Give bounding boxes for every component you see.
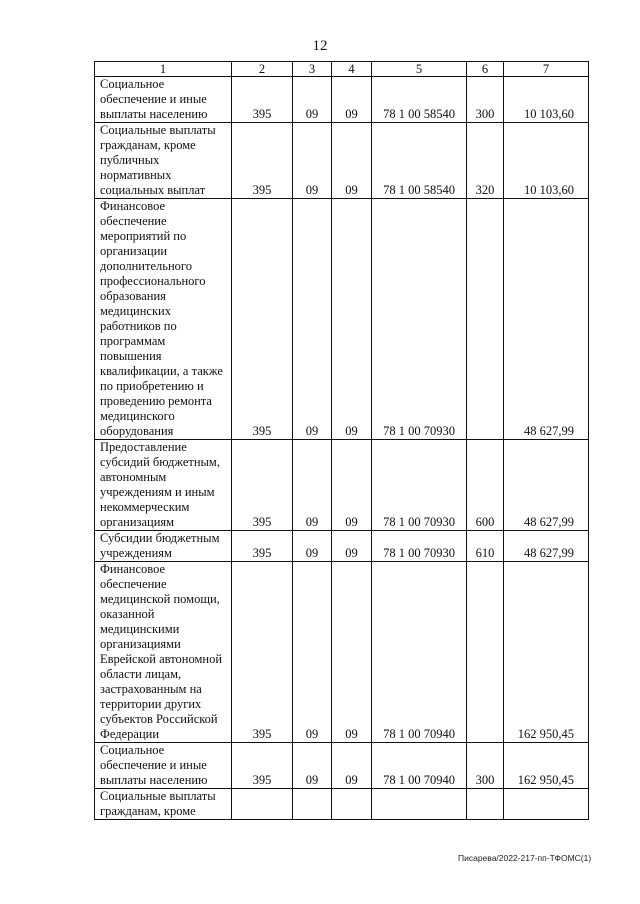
header-cell: 4 — [332, 62, 372, 77]
row-name: Социальное обеспечение и иные выплаты населению — [95, 743, 232, 789]
row-name: Предоставление субсидий бюджетным, автономным учреждениям и иным некоммерческим организациям — [95, 440, 232, 531]
document-footer-id: Писарева/2022-217-пп-ТФОМС(1) — [458, 853, 592, 863]
row-name: Финансовое обеспечение медицинской помощи, оказанной медицинскими организациями Еврейской автономной области лицам, застрахованным на территории других субъектов Российской Федерации — [95, 562, 232, 743]
row-pr: 09 — [332, 743, 372, 789]
row-vr: 610 — [467, 531, 504, 562]
row-csr: 78 1 00 70930 — [372, 440, 467, 531]
row-csr: 78 1 00 70930 — [372, 199, 467, 440]
row-name: Социальные выплаты гражданам, кроме публичных нормативных социальных выплат — [95, 123, 232, 199]
row-grbs: 395 — [232, 199, 293, 440]
row-csr: 78 1 00 70940 — [372, 743, 467, 789]
row-rz: 09 — [293, 743, 332, 789]
row-pr: 09 — [332, 531, 372, 562]
row-vr: 300 — [467, 77, 504, 123]
row-csr: 78 1 00 70940 — [372, 562, 467, 743]
row-csr: 78 1 00 70930 — [372, 531, 467, 562]
table-row — [95, 562, 589, 743]
table-header-row — [95, 62, 589, 77]
header-cell: 2 — [232, 62, 293, 77]
row-pr: 09 — [332, 199, 372, 440]
row-name: Социальное обеспечение и иные выплаты населению — [95, 77, 232, 123]
row-vr — [467, 789, 504, 820]
header-cell: 7 — [504, 62, 589, 77]
row-rz: 09 — [293, 123, 332, 199]
row-name: Социальные выплаты гражданам, кроме — [95, 789, 232, 820]
table-row — [95, 77, 589, 123]
row-grbs: 395 — [232, 77, 293, 123]
row-name: Субсидии бюджетным учреждениям — [95, 531, 232, 562]
row-vr: 600 — [467, 440, 504, 531]
table-row — [95, 440, 589, 531]
row-csr: 78 1 00 58540 — [372, 77, 467, 123]
row-rz — [293, 789, 332, 820]
row-rz: 09 — [293, 77, 332, 123]
table-row — [95, 789, 589, 820]
header-cell: 1 — [95, 62, 232, 77]
row-amount: 48 627,99 — [504, 531, 589, 562]
row-pr: 09 — [332, 440, 372, 531]
budget-table — [94, 61, 589, 820]
header-cell: 5 — [372, 62, 467, 77]
row-vr — [467, 199, 504, 440]
row-amount: 10 103,60 — [504, 123, 589, 199]
table-row — [95, 199, 589, 440]
header-cell: 3 — [293, 62, 332, 77]
row-csr: 78 1 00 58540 — [372, 123, 467, 199]
row-amount: 162 950,45 — [504, 562, 589, 743]
row-pr — [332, 789, 372, 820]
row-pr: 09 — [332, 562, 372, 743]
row-amount: 48 627,99 — [504, 199, 589, 440]
row-amount: 162 950,45 — [504, 743, 589, 789]
row-vr: 320 — [467, 123, 504, 199]
row-csr — [372, 789, 467, 820]
row-grbs: 395 — [232, 531, 293, 562]
row-vr — [467, 562, 504, 743]
row-pr: 09 — [332, 77, 372, 123]
row-grbs — [232, 789, 293, 820]
row-grbs: 395 — [232, 440, 293, 531]
header-cell: 6 — [467, 62, 504, 77]
row-amount: 48 627,99 — [504, 440, 589, 531]
row-rz: 09 — [293, 440, 332, 531]
row-amount — [504, 789, 589, 820]
row-grbs: 395 — [232, 743, 293, 789]
page-number: 12 — [312, 38, 328, 54]
row-rz: 09 — [293, 562, 332, 743]
row-pr: 09 — [332, 123, 372, 199]
row-rz: 09 — [293, 531, 332, 562]
row-amount: 10 103,60 — [504, 77, 589, 123]
row-vr: 300 — [467, 743, 504, 789]
table-row — [95, 531, 589, 562]
table-row — [95, 123, 589, 199]
row-grbs: 395 — [232, 123, 293, 199]
row-rz: 09 — [293, 199, 332, 440]
row-name: Финансовое обеспечение мероприятий по организации дополнительного профессионального образования медицинских работников по программам повышения квалификации, а также по приобретению и проведению ремонта медицинского оборудования — [95, 199, 232, 440]
row-grbs: 395 — [232, 562, 293, 743]
table-row — [95, 743, 589, 789]
